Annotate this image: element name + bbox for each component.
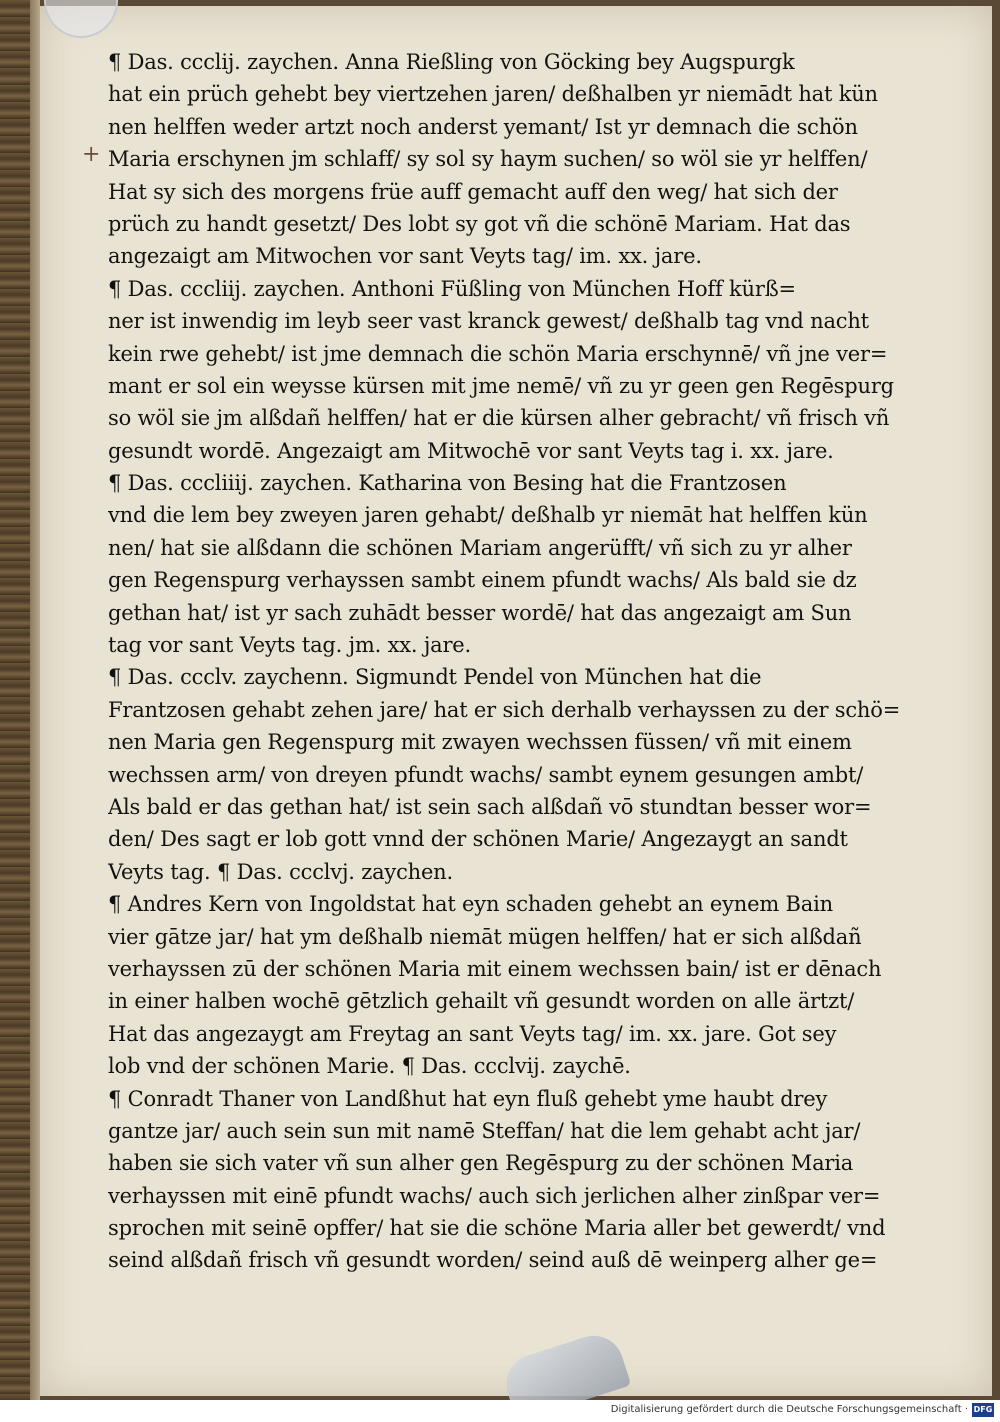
text-line: vier gātze jar/ hat ym deßhalb niemāt mügen helffen/ hat er sich alßdañ bbox=[108, 924, 862, 949]
book-binding bbox=[0, 0, 30, 1400]
text-line: den/ Des sagt er lob gott vnnd der schönen Marie/ Angezaygt an sandt bbox=[108, 827, 848, 852]
text-line: lob vnd der schönen Marie. ¶ Das. ccclvij. zaychē. bbox=[108, 1054, 631, 1079]
text-line: wechssen arm/ von dreyen pfundt wachs/ sambt eynem gesungen ambt/ bbox=[108, 762, 864, 787]
text-line: verhayssen mit einē pfundt wachs/ auch sich jerlichen alher zinßpar ver= bbox=[108, 1183, 881, 1208]
text-line: nen Maria gen Regenspurg mit zwayen wechssen füssen/ vñ mit einem bbox=[108, 730, 852, 755]
text-line: sprochen mit seinē opffer/ hat sie die schöne Maria aller bet gewerdt/ vnd bbox=[108, 1216, 886, 1241]
blackletter-text-block bbox=[108, 46, 928, 1277]
dfg-logo-icon: DFG bbox=[972, 1403, 994, 1417]
binding-edge bbox=[30, 0, 40, 1400]
text-line: prüch zu handt gesetzt/ Des lobt sy got vñ die schönē Mariam. Hat das bbox=[108, 211, 851, 236]
text-line: Frantzosen gehabt zehen jare/ hat er sich derhalb verhayssen zu der schö= bbox=[108, 697, 901, 722]
text-line: ¶ Conradt Thaner von Landßhut hat eyn fluß gehebt yme haubt drey bbox=[108, 1086, 828, 1111]
text-line: tag vor sant Veyts tag. jm. xx. jare. bbox=[108, 633, 471, 658]
text-line: in einer halben wochē gētzlich gehailt vñ gesundt worden on alle ärtzt/ bbox=[108, 989, 855, 1014]
footer-bar bbox=[0, 1400, 1000, 1422]
text-line: ¶ Das. cccliiij. zaychen. Katharina von Besing hat die Frantzosen bbox=[108, 471, 787, 496]
text-line: Hat das angezaygt am Freytag an sant Veyts tag/ im. xx. jare. Got sey bbox=[108, 1021, 837, 1046]
text-line: gantze jar/ auch sein sun mit namē Steffan/ hat die lem gehabt acht jar/ bbox=[108, 1118, 861, 1143]
text-line: ¶ Andres Kern von Ingoldstat hat eyn schaden gehebt an eynem Bain bbox=[108, 892, 833, 917]
text-line: nen/ hat sie alßdann die schönen Mariam angerüfft/ vñ sich zu yr alher bbox=[108, 535, 852, 560]
text-line: Als bald er das gethan hat/ ist sein sach alßdañ vō stundtan besser wor= bbox=[108, 794, 872, 819]
text-line: so wöl sie jm alßdañ helffen/ hat er die kürsen alher gebracht/ vñ frisch vñ bbox=[108, 406, 890, 431]
margin-cross-mark: + bbox=[82, 142, 101, 167]
text-line: Hat sy sich des morgens früe auff gemacht auff den weg/ hat sich der bbox=[108, 179, 838, 204]
funding-credit: Digitalisierung gefördert durch die Deutsche Forschungsgemeinschaft · bbox=[610, 1404, 968, 1415]
text-line: verhayssen zū der schönen Maria mit einem wechssen bain/ ist er dēnach bbox=[108, 956, 882, 981]
text-line: ¶ Das. cccliij. zaychen. Anthoni Füßling von München Hoff kürß= bbox=[108, 276, 796, 301]
text-line: kein rwe gehebt/ ist jme demnach die schön Maria erschynnē/ vñ jne ver= bbox=[108, 341, 888, 366]
text-line: angezaigt am Mitwochen vor sant Veyts tag/ im. xx. jare. bbox=[108, 244, 702, 269]
text-line: gesundt wordē. Angezaigt am Mitwochē vor sant Veyts tag i. xx. jare. bbox=[108, 438, 834, 463]
text-line: vnd die lem bey zweyen jaren gehabt/ deßhalb yr niemāt hat helffen kün bbox=[108, 503, 868, 528]
text-line: Maria erschynen jm schlaff/ sy sol sy haym suchen/ so wöl sie yr helffen/ bbox=[108, 147, 868, 172]
text-line: nen helffen weder artzt noch anderst yemant/ Ist yr demnach die schön bbox=[108, 114, 858, 139]
text-line: gethan hat/ ist yr sach zuhādt besser wordē/ hat das angezaigt am Sun bbox=[108, 600, 852, 625]
text-line: ¶ Das. ccclij. zaychen. Anna Rießling von Göcking bey Augspurgk bbox=[108, 50, 795, 74]
text-line: hat ein prüch gehebt bey viertzehen jaren/ deßhalben yr niemādt hat kün bbox=[108, 82, 878, 107]
text-line: Veyts tag. ¶ Das. ccclvj. zaychen. bbox=[108, 859, 453, 884]
text-line: seind alßdañ frisch vñ gesundt worden/ seind auß dē weinperg alher ge= bbox=[108, 1248, 878, 1273]
text-line: mant er sol ein weysse kürsen mit jme nemē/ vñ zu yr geen gen Regēspurg bbox=[108, 373, 894, 398]
text-line: gen Regenspurg verhayssen sambt einem pfundt wachs/ Als bald sie dz bbox=[108, 568, 857, 593]
text-line: ner ist inwendig im leyb seer vast kranck gewest/ deßhalb tag vnd nacht bbox=[108, 309, 869, 334]
text-line: ¶ Das. ccclv. zaychenn. Sigmundt Pendel von München hat die bbox=[108, 665, 762, 690]
text-line: haben sie sich vater vñ sun alher gen Regēspurg zu der schönen Maria bbox=[108, 1151, 854, 1176]
